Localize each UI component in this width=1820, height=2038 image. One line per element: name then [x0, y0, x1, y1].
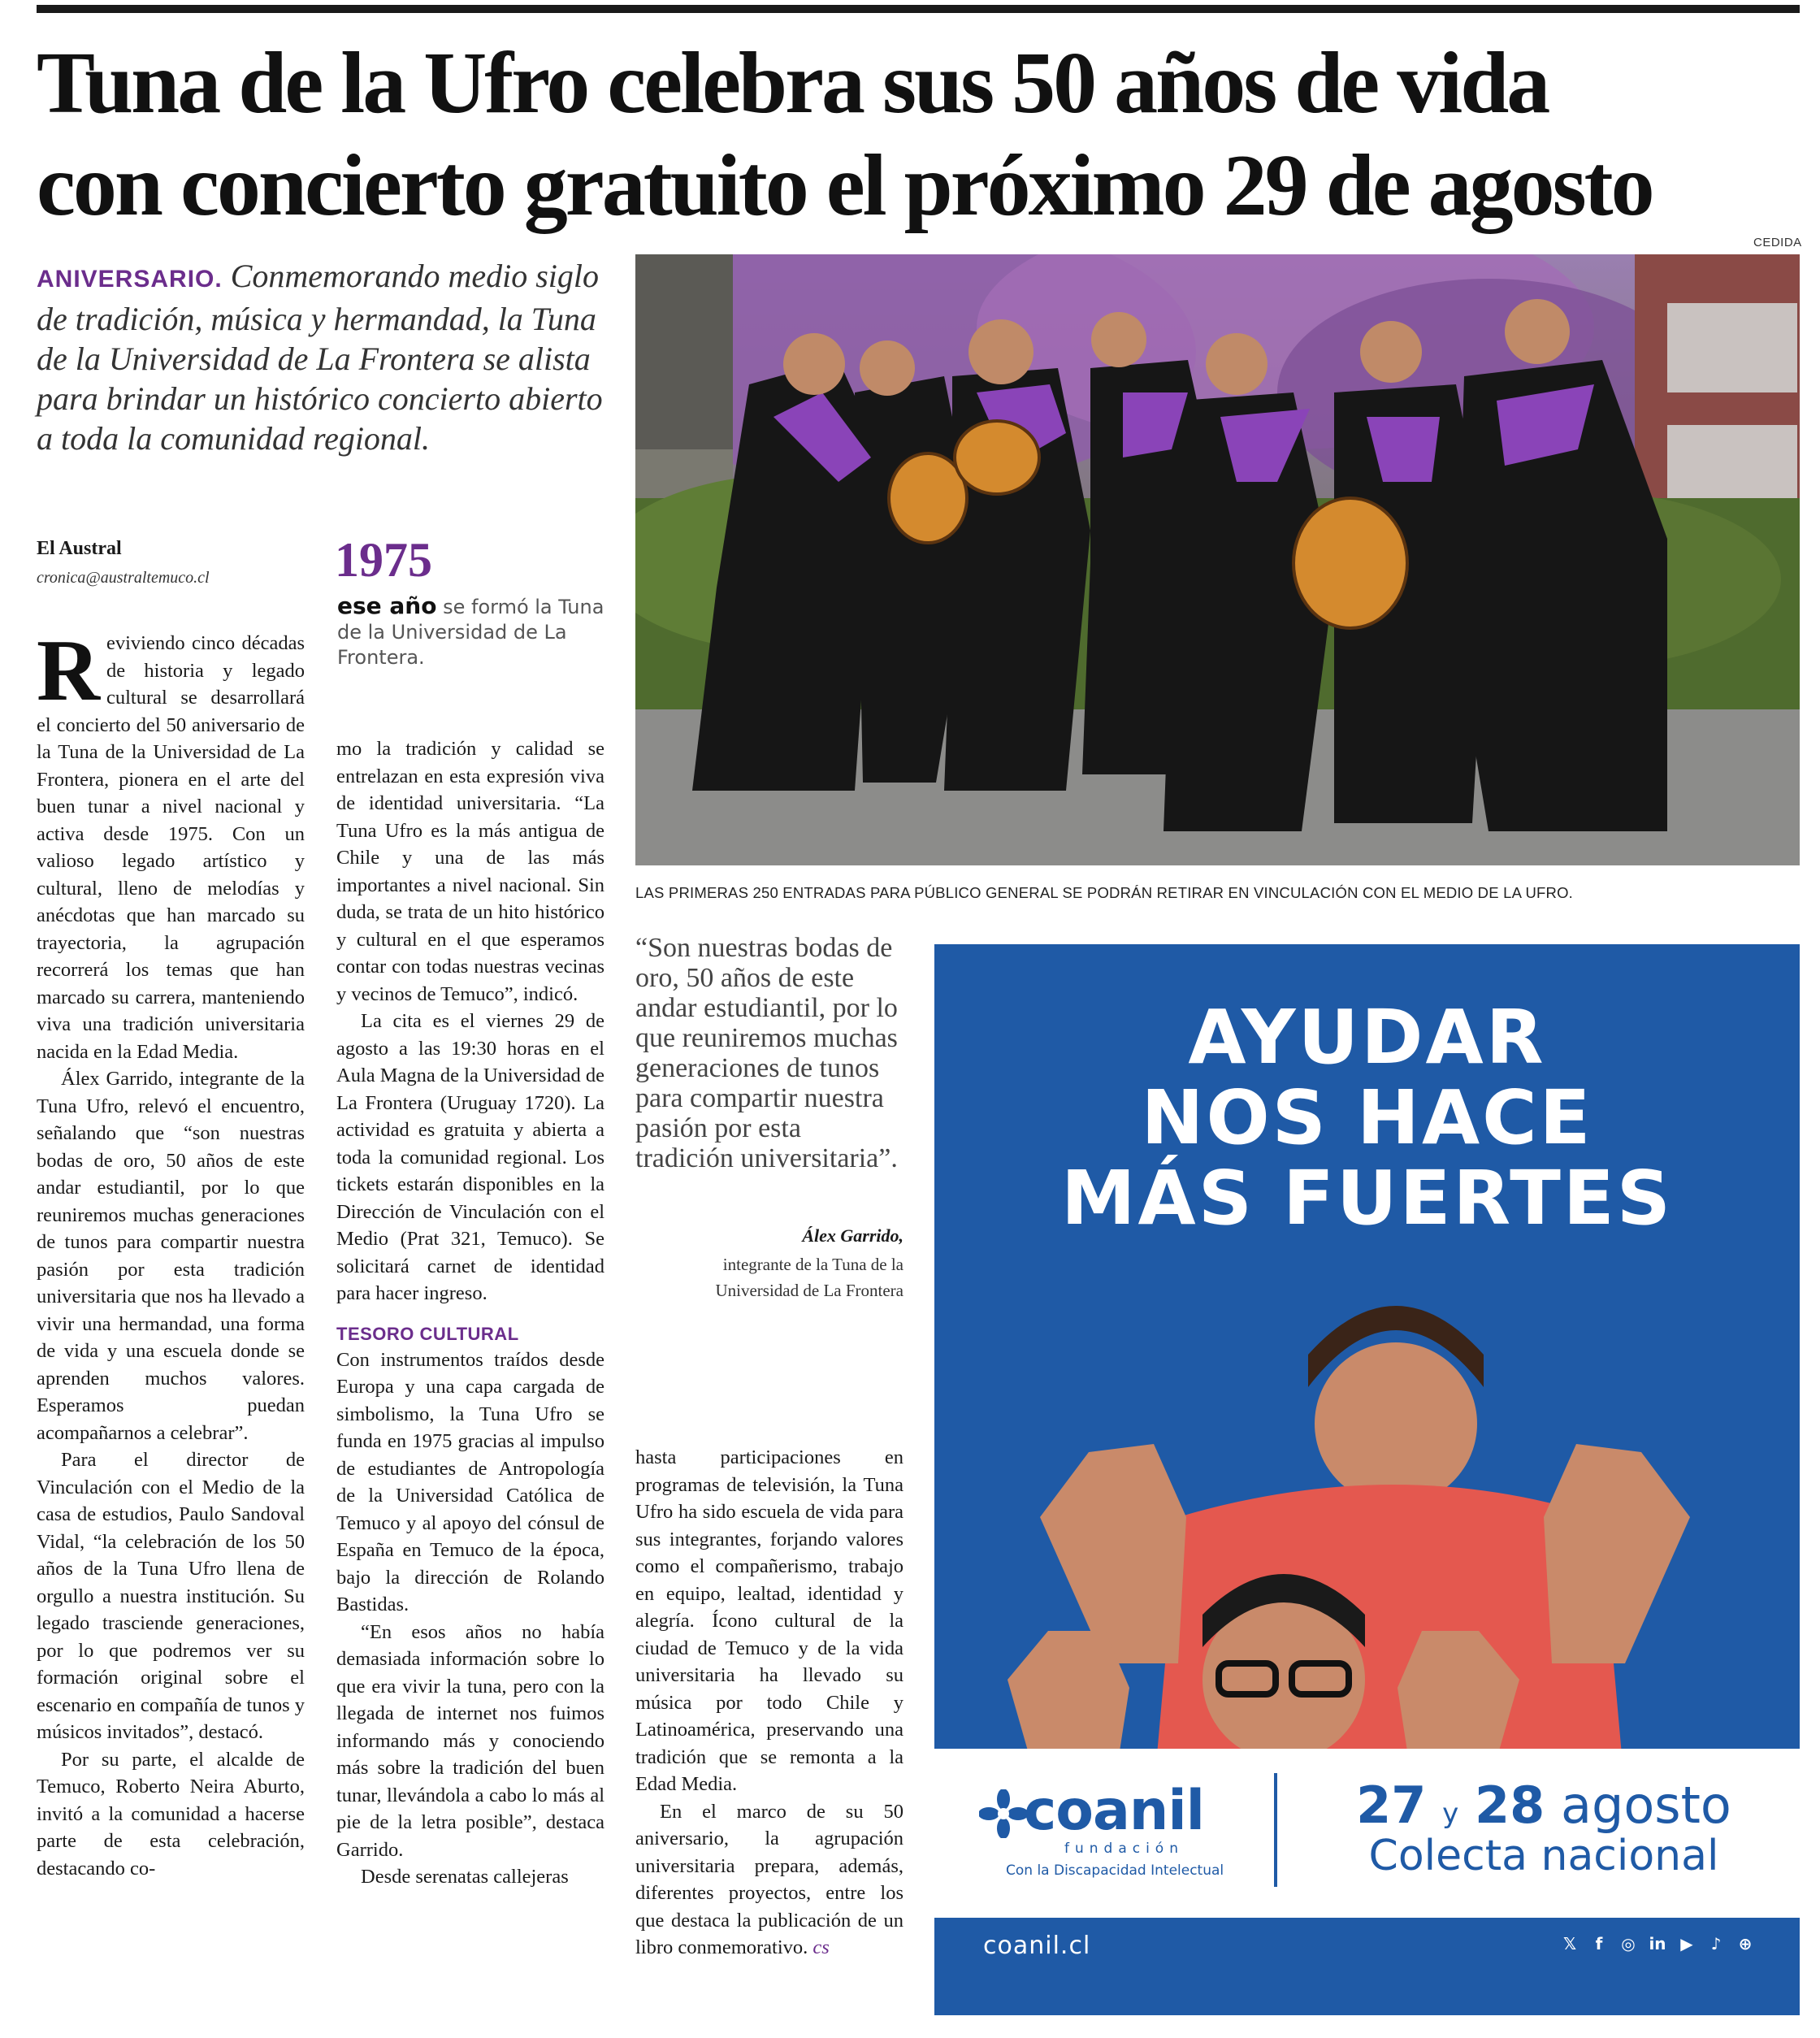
paragraph: La cita es el viernes 29 de agosto a las 19:30 horas en el Aula Magna de la Universidad de La Frontera (Uruguay 1720). La actividad es gratuita y abierta a toda la comunidad regional. Los tickets estarán disponibles en la Dirección de Vinculación con el Medio (Prat 321, Temuco). Se solicitará carnet de identidad para hacer ingreso.	[336, 1010, 604, 1304]
quote-author: Álex Garrido,	[802, 1225, 904, 1246]
dropcap: R	[37, 622, 100, 719]
fact-text	[337, 593, 605, 670]
coanil-tagline: Con la Discapacidad Intelectual	[1006, 1862, 1224, 1879]
tuna-group-photo	[635, 254, 1800, 865]
paragraph: Por su parte, el alcalde de Temuco, Roberto Neira Aburto, invitó a la comunidad a hacerse parte de esta celebración, destacando co-	[37, 1748, 305, 1880]
youtube-icon[interactable]: ▶	[1680, 1934, 1693, 1953]
ad-divider	[1274, 1773, 1277, 1887]
ad-headline-line-1: AYUDAR	[1188, 994, 1546, 1081]
ad-headline	[934, 994, 1800, 1242]
subhead: TESORO CULTURAL	[336, 1323, 519, 1344]
ad-social-icons	[1560, 1934, 1755, 1953]
photo-caption: LAS PRIMERAS 250 ENTRADAS PARA PÚBLICO GENERAL SE PODRÁN RETIRAR EN VINCULACIÓN CON EL MEDIO DE LA UFRO.	[635, 884, 1574, 901]
headline	[37, 33, 1808, 237]
coanil-flower-icon	[979, 1789, 1028, 1838]
instagram-icon[interactable]: ◎	[1621, 1934, 1636, 1953]
article-column-3	[635, 1444, 904, 1962]
fact-body: se formó la Tuna de la Universidad de La Frontera.	[337, 596, 604, 669]
ad-date-b: 28	[1475, 1776, 1545, 1835]
globe-icon[interactable]: ⊕	[1738, 1934, 1753, 1953]
coanil-logo-sub: fundación	[1064, 1841, 1184, 1857]
end-mark: cs	[812, 1936, 830, 1958]
deck-kicker: ANIVERSARIO.	[37, 266, 223, 293]
deck	[37, 256, 622, 458]
paragraph: hasta participaciones en programas de televisión, la Tuna Ufro ha sido escuela de vida para sus integrantes, forjando valores como el compañerismo, trabajo en equipo, lealtad, identidad y alegría. Ícono cultural de la ciudad de Temuco y de la vida universitaria ha llevado su música por todo Chile y Latinoamérica, preservando una tradición que se remonta a la Edad Media.	[635, 1446, 904, 1795]
deck-text: Conmemorando medio siglo de tradición, música y hermandad, la Tuna de la Universidad de La Frontera se alista para brindar un histórico concierto abierto a toda la comunidad regional.	[37, 258, 603, 457]
photo-illustration	[635, 254, 1800, 865]
pull-quote: “Son nuestras bodas de oro, 50 años de este andar estudiantil, por lo que reuniremos muchas generaciones de tunos para compartir nuestra pasión por esta tradición universitaria”.	[635, 933, 898, 1173]
tiktok-icon[interactable]: ♪	[1710, 1934, 1722, 1953]
headline-line-1: Tuna de la Ufro celebra sus 50 años de vida	[37, 35, 1549, 132]
ad-headline-line-2: NOS HACE	[1141, 1074, 1593, 1161]
coanil-advertisement[interactable]	[934, 944, 1800, 2015]
paragraph-text: En el marco de su 50 aniversario, la agrupación universitaria prepara, además, diferentes proyectos, entre los que destaca la publicación de un libro conmemorativo.	[635, 1800, 904, 1958]
paragraph: Desde serenatas callejeras	[361, 1866, 569, 1888]
facebook-icon[interactable]: f	[1595, 1934, 1603, 1953]
paragraph: “En esos años no había demasiada información sobre lo que era vivir la tuna, pero con la llegada de internet nos fuimos informando más y conociendo más sobre la tradición del buen tunar, llevándola a cabo lo más al pie de la letra posible”, destaca Garrido.	[336, 1620, 604, 1861]
fact-number: 1975	[335, 533, 432, 587]
article-column-2	[336, 735, 604, 1891]
paragraph: Con instrumentos traídos desde Europa y una capa cargada de simbolismo, la Tuna Ufro se funda en 1975 gracias al impulso de estudiantes de Antropología de la Universidad Católica de Temuco y al apoyo del cónsul de España en Temuco de la época, bajo la dirección de Rolando Bastidas.	[336, 1348, 604, 1615]
ad-url-link[interactable]: coanil.cl	[983, 1932, 1091, 1960]
ad-headline-line-3: MÁS FUERTES	[1060, 1155, 1673, 1242]
quote-role: integrante de la Tuna de la Universidad de La Frontera	[715, 1255, 904, 1300]
ad-date-a: 27	[1356, 1776, 1427, 1835]
coanil-logo-text: coanil	[1024, 1779, 1204, 1843]
x-icon[interactable]: 𝕏	[1562, 1934, 1577, 1953]
ad-colecta: Colecta nacional	[1368, 1832, 1719, 1880]
photo-credit: CEDIDA	[1753, 236, 1802, 249]
byline-email[interactable]: cronica@australtemuco.cl	[37, 569, 210, 587]
paragraph	[37, 622, 305, 1065]
paragraph	[635, 1798, 904, 1962]
byline-name: El Austral	[37, 538, 122, 559]
fact-lead: ese año	[337, 592, 437, 619]
paragraph: mo la tradición y calidad se entrelazan en esta expresión viva de identidad universitaria. “La Tuna Ufro es la más antigua de Chile y una de las más importantes a nivel nacional. Sin duda, se trata de un hito histórico y cultural en el que esperamos contar con todas nuestras vecinas y vecinos de Temuco”, indicó.	[336, 738, 604, 1005]
linkedin-icon[interactable]: in	[1649, 1934, 1666, 1953]
headline-line-2: con concierto gratuito el próximo 29 de agosto	[37, 137, 1653, 234]
top-rule	[37, 5, 1800, 13]
ad-date-y: y	[1442, 1797, 1459, 1830]
paragraph: Álex Garrido, integrante de la Tuna Ufro, relevó el encuentro, señalando que “son nuestras bodas de oro, 50 años de este andar estudiantil, por lo que reuniremos muchas generaciones de tunos para compartir nuestra pasión por esta tradición universitaria que nos ha llevado a vivir una hermandad, una forma de vida y una escuela donde se aprenden muchos valores. Esperamos puedan acompañarnos a celebrar”.	[37, 1068, 305, 1444]
paragraph: Para el director de Vinculación con el Medio de la casa de estudios, Paulo Sandoval Vidal, “la celebración de los 50 años de la Tuna Ufro llena de orgullo a nuestra institución. Su legado trasciende generaciones, por lo que podremos ver su formación original sobre el escenario en compañía de tunos y músicos invitados”, destacó.	[37, 1449, 305, 1743]
ad-date-month: agosto	[1561, 1776, 1731, 1835]
paragraph-text: eviviendo cinco décadas de historia y legado cultural se desarrollará el concierto del 50 aniversario de la Tuna de la Universidad de La Frontera, pionera en el arte del buen tunar a nivel nacional y activa desde 1975. Con un valioso legado artístico y cultural, lleno de melodías y anécdotas que han marcado su trayectoria, la agrupación recorrerá los temas que han marcado su carrera, manteniendo viva una tradición universitaria nacida en la Edad Media.	[37, 632, 305, 1063]
article-column-1	[37, 622, 305, 1882]
